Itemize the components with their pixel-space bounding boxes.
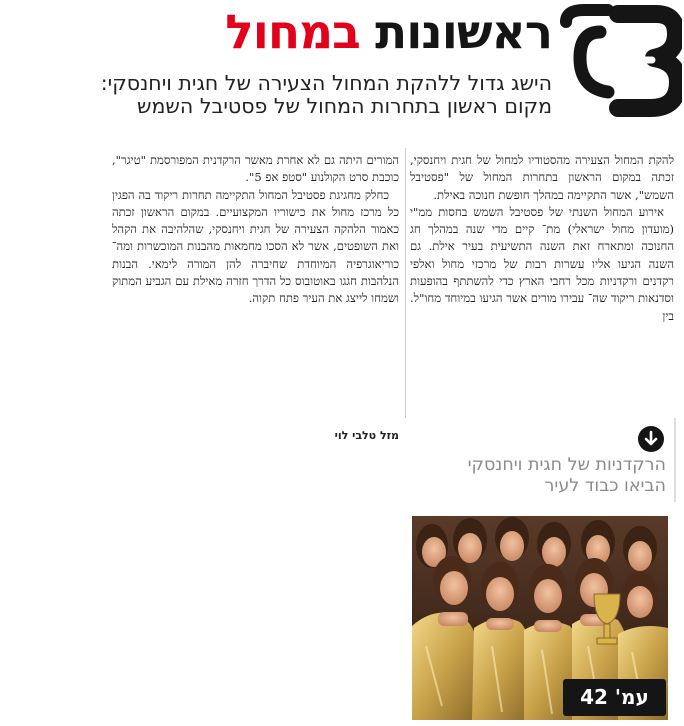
article-subheadline bbox=[6, 72, 552, 118]
headline-black-part: ראשונות bbox=[375, 5, 552, 60]
caption-line-2: הביאו כבוד לעיר bbox=[544, 476, 666, 496]
column-divider bbox=[405, 148, 406, 418]
magazine-logo bbox=[560, 2, 682, 118]
article-byline: מזל טלבי לוי bbox=[334, 429, 399, 442]
byline-area bbox=[112, 418, 399, 444]
headline-red-part: במחול bbox=[225, 5, 360, 60]
page-reference-badge: עמ' 42 bbox=[563, 679, 666, 716]
caption-rule bbox=[674, 418, 676, 502]
magazine-logo-icon bbox=[560, 2, 682, 118]
photo-caption bbox=[412, 455, 666, 497]
article-column-left bbox=[112, 152, 399, 422]
paragraph: כחלק מחגיגת פסטיבל המחול התקיימה תחרות ריקוד בה הפגין כל מרכז מחול את כישוריו המקצועיים. במקום הראשון זכתה כאמור הלהקה הצעירה של חגית ויחנסקי, שהלהיבה את הקהל ואת השופטים, אשר לא הסכו מחמאות מהבנות המוכשרות ומה־ כוריאוגרפיה המיוחדת שחיברה להן המורה לימאי. הבנות הנלהבות חגגו באוטובוס כל הדרך חזרה מאילת עם הגביע המתוק ושמחו לייצג את העיר פתח תקוה. bbox=[112, 187, 399, 306]
paragraph: המורים היתה גם לא אחרת מאשר הרקדנית המפורסמת "טיגר", כוכבת סרט הקולנוע "סטפ אפ 5". bbox=[112, 153, 399, 185]
arrow-down-circle-icon bbox=[638, 426, 664, 452]
subheadline-line-1: הישג גדול ללהקת המחול הצעירה של חגית ויחנסקי: bbox=[100, 71, 552, 95]
paragraph: להקת המחול הצעירה מהסטודיו למחול של חגית ויחנסקי, זכתה במקום הראשון בתחרות המחול של "פסטיבל השמש", אשר התקיימה במהלך חופשת חנוכה באילת. bbox=[410, 153, 674, 202]
subheadline-line-2: מקום ראשון בתחרות המחול של פסטיבל השמש bbox=[136, 94, 552, 118]
article-column-right bbox=[410, 152, 674, 418]
paragraph: אירוע המחול השנתי של פסטיבל השמש בחסות ממ"י (מועדון מחול ישראלי) מת־ קיים מדי שנה במהלך חג החנוכה ומתארח זאת השנה התשיעית בעיר אילת. גם השנה הגיעו אליו עשרות רבות של מרכזי מחול ואלפי רקדנים ורקדניות מכל רחבי הארץ כדי להשתתף בהופעות וסדנאות ריקוד שה־ עבירו מורים אשר הגיעו במיוחד מחו"ל. בין bbox=[410, 204, 674, 323]
article-headline bbox=[225, 0, 552, 66]
caption-line-1: הרקדניות של חגית ויחנסקי bbox=[467, 455, 666, 475]
